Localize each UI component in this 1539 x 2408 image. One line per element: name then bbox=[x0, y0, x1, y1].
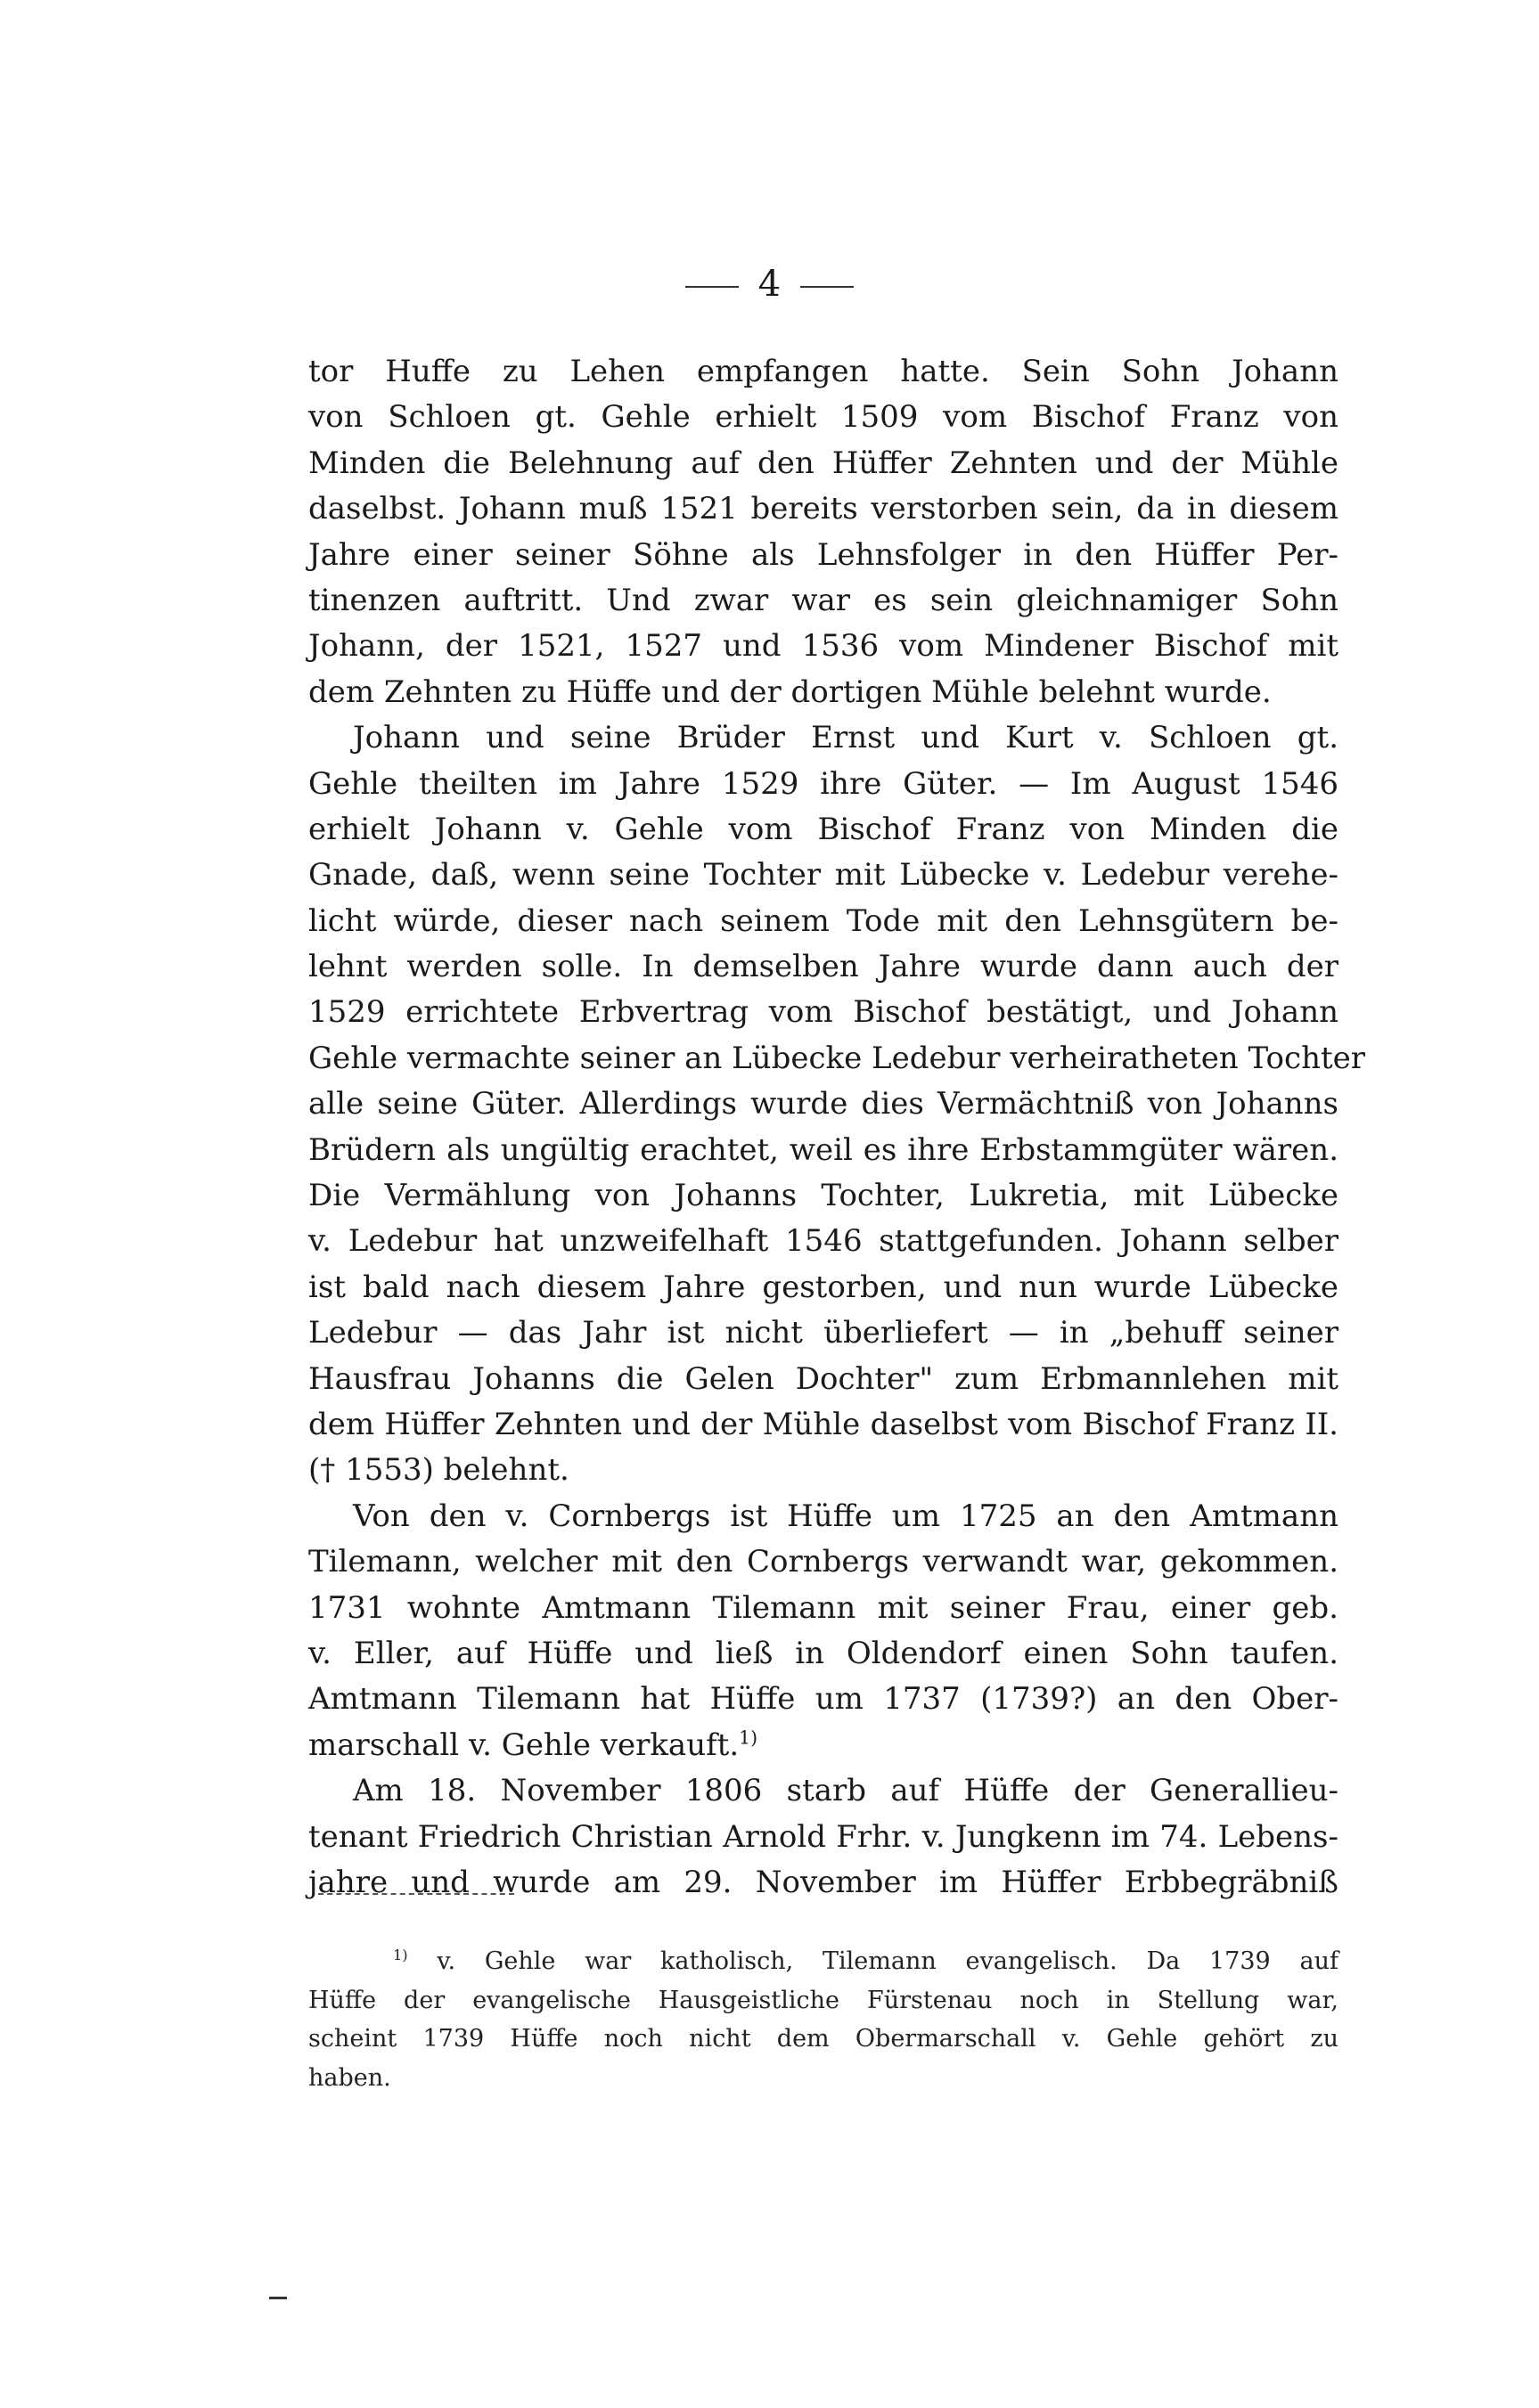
footnote-line: Hüffe der evangelische Hausgeistliche Fürstenau noch in Stellung war, bbox=[308, 1986, 1338, 2014]
text-line-with-footnote bbox=[308, 1723, 1338, 1768]
footnote bbox=[308, 1942, 1338, 2097]
text-line: Tilemann, welcher mit den Cornbergs verwandt war, gekommen. bbox=[308, 1544, 1338, 1580]
text-line: Die Vermählung von Johanns Tochter, Lukretia, mit Lübecke bbox=[308, 1178, 1338, 1214]
footnote-divider bbox=[318, 1893, 514, 1895]
text-line: Minden die Belehnung auf den Hüffer Zehnten und der Mühle bbox=[308, 445, 1338, 481]
text-line: licht würde, dieser nach seinem Tode mit den Lehnsgütern be- bbox=[308, 902, 1338, 939]
text-line: erhielt Johann v. Gehle vom Bischof Franz von Minden die bbox=[308, 811, 1338, 847]
text-line: dem Hüffer Zehnten und der Mühle daselbst vom Bischof Franz II. bbox=[308, 1406, 1338, 1442]
text-line: Von den v. Cornbergs ist Hüffe um 1725 an den Amtmann bbox=[353, 1498, 1338, 1534]
text-line: Jahre einer seiner Söhne als Lehnsfolger in den Hüffer Per- bbox=[308, 536, 1338, 573]
text-line: 1731 wohnte Amtmann Tilemann mit seiner Frau, einer geb. bbox=[308, 1589, 1338, 1626]
page-number-dash-left bbox=[685, 286, 739, 288]
footnote-reference: 1) bbox=[739, 1726, 758, 1749]
page-number-value: 4 bbox=[757, 264, 782, 305]
text-line: Gehle theilten im Jahre 1529 ihre Güter. — Im August 1546 bbox=[308, 765, 1338, 802]
text-line: alle seine Güter. Allerdings wurde dies Vermächtniß von Johanns bbox=[308, 1086, 1338, 1122]
text-line: daselbst. Johann muß 1521 bereits verstorben sein, da in diesem bbox=[308, 491, 1338, 527]
text-line: dem Zehnten zu Hüffe und der dortigen Mühle belehnt wurde. bbox=[308, 673, 1272, 710]
text-line: tinenzen auftritt. Und zwar war es sein gleichnamiger Sohn bbox=[308, 582, 1338, 618]
footnote-line: v. Gehle war katholisch, Tilemann evangelisch. Da 1739 auf bbox=[437, 1947, 1338, 1975]
text-line: Johann und seine Brüder Ernst und Kurt v. Schloen gt. bbox=[353, 720, 1338, 756]
text-line: Brüdern als ungültig erachtet, weil es ihre Erbstammgüter wären. bbox=[308, 1131, 1338, 1168]
text-line: von Schloen gt. Gehle erhielt 1509 vom Bischof Franz von bbox=[308, 399, 1338, 436]
text-line: Am 18. November 1806 starb auf Hüffe der Generallieu- bbox=[353, 1773, 1338, 1809]
text-line: († 1553) belehnt. bbox=[308, 1452, 569, 1489]
text-line: v. Eller, auf Hüffe und ließ in Oldendorf einen Sohn taufen. bbox=[308, 1635, 1338, 1671]
body-text bbox=[308, 349, 1365, 1906]
text-line: Ledebur — das Jahr ist nicht überliefert — in „behuff seiner bbox=[308, 1315, 1338, 1351]
text-line: Johann, der 1521, 1527 und 1536 vom Mindener Bischof mit bbox=[308, 628, 1338, 665]
text-line: ist bald nach diesem Jahre gestorben, und nun wurde Lübecke bbox=[308, 1269, 1338, 1305]
text-line: v. Ledebur hat unzweifelhaft 1546 stattgefunden. Johann selber bbox=[308, 1223, 1338, 1260]
footnote-line: scheint 1739 Hüffe noch nicht dem Obermarschall v. Gehle gehört zu bbox=[308, 2025, 1338, 2053]
text-line: tor Huffe zu Lehen empfangen hatte. Sein Sohn Johann bbox=[308, 354, 1338, 389]
text-line: Hausfrau Johanns die Gelen Dochter" zum Erbmannlehen mit bbox=[308, 1360, 1338, 1397]
text-line: tenant Friedrich Christian Arnold Frhr. v. Jungkenn im 74. Lebens- bbox=[308, 1818, 1338, 1855]
text-line: jahre und wurde am 29. November im Hüffer Erbbegräbniß bbox=[308, 1864, 1338, 1900]
footnote-line: haben. bbox=[308, 2063, 391, 2092]
text-line: marschall v. Gehle verkauft. bbox=[308, 1726, 740, 1763]
text-line: Amtmann Tilemann hat Hüffe um 1737 (1739?) an den Ober- bbox=[308, 1681, 1338, 1718]
page-number-dash-right bbox=[800, 286, 854, 288]
text-line: Gehle vermachte seiner an Lübecke Ledebur verheiratheten Tochter bbox=[308, 1040, 1365, 1076]
footnote-marker: 1) bbox=[393, 1947, 408, 1963]
text-line: Gnade, daß, wenn seine Tochter mit Lübecke v. Ledebur verehe- bbox=[308, 857, 1338, 894]
text-line: 1529 errichtete Erbvertrag vom Bischof bestätigt, und Johann bbox=[308, 994, 1338, 1031]
text-line: lehnt werden solle. In demselben Jahre wurde dann auch der bbox=[308, 949, 1338, 985]
footnote-line-with-marker bbox=[308, 1942, 1338, 1981]
page-number bbox=[0, 264, 1539, 305]
margin-mark bbox=[269, 2297, 287, 2299]
